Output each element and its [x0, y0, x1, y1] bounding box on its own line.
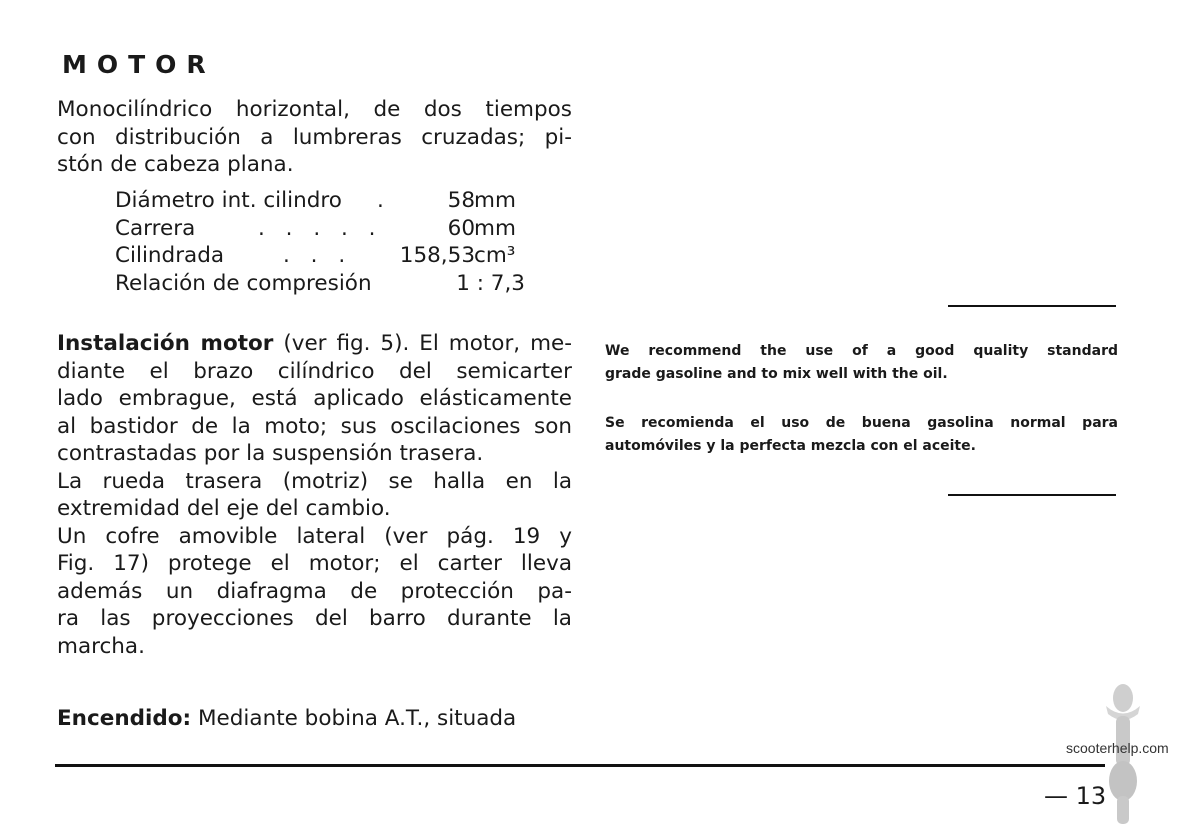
ignition-text: Mediante bobina A.T., situada	[191, 706, 517, 731]
spec-label: Diámetro int. cilindro	[115, 188, 342, 213]
note-line: grade gasoline and to mix well with the oil.	[605, 366, 948, 382]
spec-value: 58	[447, 188, 475, 213]
spec-row-stroke	[115, 215, 525, 243]
spec-leader-dots: . . .	[283, 243, 353, 268]
note-line: automóviles y la perfecta mezcla con el aceite.	[605, 438, 976, 454]
text-line	[57, 705, 572, 733]
text-line: ra las proyecciones del barro durante la	[57, 606, 572, 631]
spec-row-displacement	[115, 242, 525, 270]
text-line: Fig. 17) protege el motor; el carter lleva	[57, 551, 572, 576]
text-line: marcha.	[57, 633, 145, 659]
spec-leader-dots: .	[377, 188, 391, 213]
note-rule-bottom	[948, 494, 1116, 496]
text-line: diante el brazo cilíndrico del semicarter	[57, 358, 572, 384]
text-line: La rueda trasera (motriz) se halla en la	[57, 468, 572, 494]
spec-leader-dots: . . . . .	[258, 215, 383, 241]
engine-specs-table	[115, 187, 525, 297]
page-number: — 13	[1044, 782, 1107, 810]
fuel-note-english	[605, 340, 1118, 386]
text-line: al bastidor de la moto; sus oscilaciones son	[57, 413, 572, 439]
text-line: contrastadas por la suspensión trasera.	[57, 441, 484, 466]
spec-label: Carrera	[115, 215, 196, 241]
note-line: We recommend the use of a good quality standard	[605, 343, 1118, 359]
spec-row-compression	[115, 270, 525, 298]
installation-first-line: (ver fig. 5). El motor, me-	[273, 331, 572, 356]
installation-title: Instalación motor	[57, 331, 274, 356]
spec-row-bore	[115, 187, 525, 215]
spec-label: Relación de compresión	[115, 270, 372, 296]
text-line: Un cofre amovible lateral (ver pág. 19 y	[57, 523, 572, 549]
note-line: Se recomienda el uso de buena gasolina normal para	[605, 415, 1118, 431]
watermark-text: scooterhelp.com	[1066, 740, 1169, 756]
note-rule-top	[948, 305, 1116, 307]
text-line: stón de cabeza plana.	[57, 152, 294, 177]
engine-description	[57, 96, 572, 179]
spec-label: Cilindrada	[115, 243, 225, 268]
ignition-paragraph	[57, 705, 572, 733]
footer-rule	[55, 764, 1105, 767]
text-line: además un diafragma de protección pa-	[57, 578, 572, 604]
spec-value: 60	[447, 215, 475, 241]
spec-unit: mm	[474, 188, 516, 213]
text-line: Monocilíndrico horizontal, de dos tiempos	[57, 97, 572, 122]
spec-unit: cm³	[474, 243, 516, 268]
text-line	[57, 330, 572, 358]
ignition-title: Encendido	[57, 706, 183, 731]
ignition-colon: :	[182, 706, 192, 731]
spec-value: 158,53	[399, 243, 475, 268]
spec-unit: mm	[474, 215, 516, 241]
installation-paragraph	[57, 330, 572, 660]
text-line: lado embrague, está aplicado elásticamente	[57, 386, 572, 411]
fuel-note-spanish	[605, 412, 1118, 458]
text-line: con distribución a lumbreras cruzadas; pi-	[57, 124, 572, 150]
text-line: extremidad del eje del cambio.	[57, 496, 391, 521]
section-heading: MOTOR	[62, 50, 216, 79]
spec-value: 1 : 7,3	[456, 270, 525, 296]
